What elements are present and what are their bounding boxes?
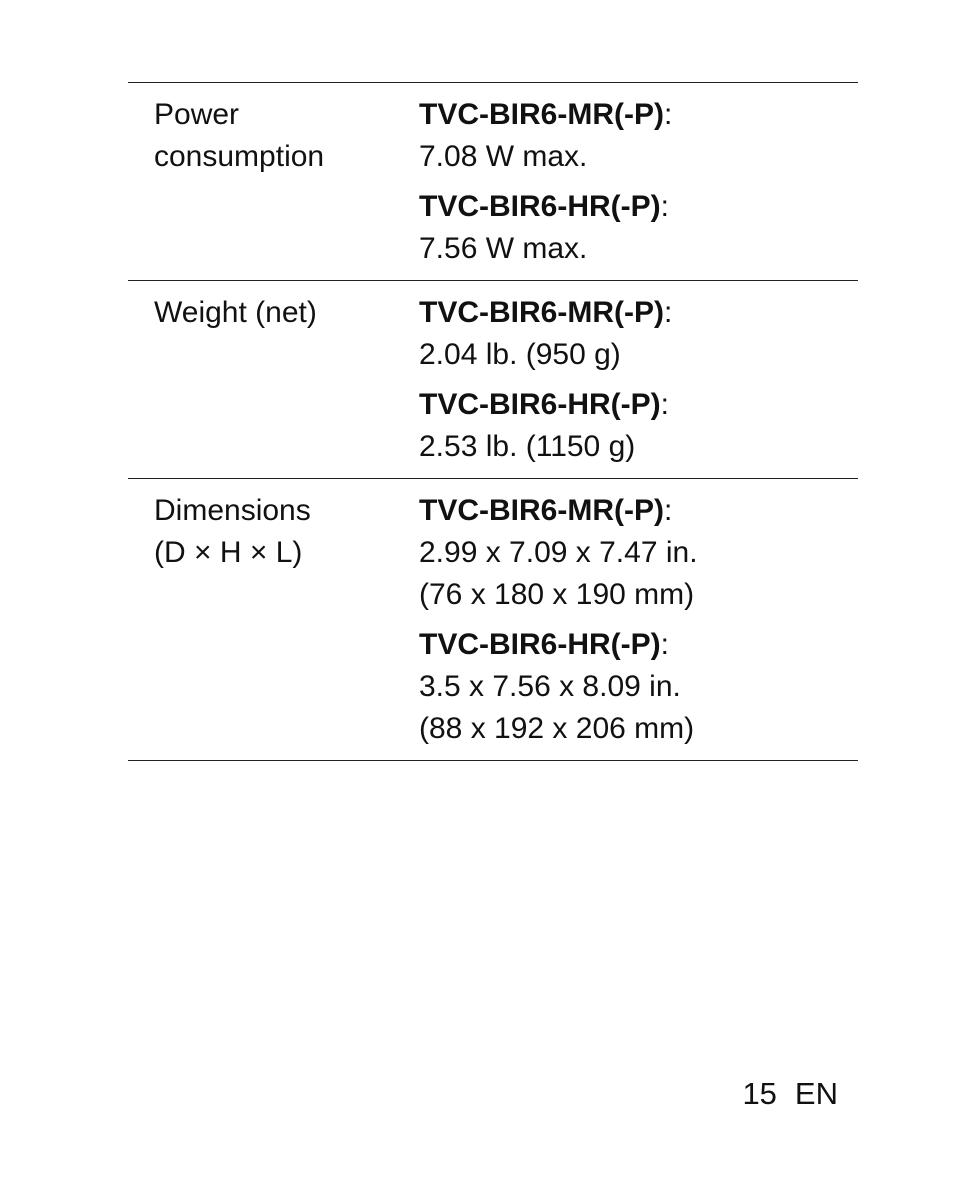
colon: : [660, 628, 669, 661]
spec-label [128, 94, 419, 270]
spec-values [419, 94, 858, 270]
model-block [419, 186, 858, 270]
colon: : [660, 190, 669, 223]
model-value: 3.5 x 7.56 x 8.09 in. [419, 670, 681, 703]
spec-row-power [128, 83, 858, 281]
colon: : [663, 98, 673, 131]
model-block [419, 624, 858, 750]
spec-values [419, 292, 858, 468]
spec-label-line: Power [154, 98, 240, 131]
page-footer [742, 1074, 838, 1114]
model-block [419, 490, 858, 616]
spec-label [128, 292, 419, 468]
spec-label-line: Dimensions [154, 494, 311, 527]
spec-label-line: Weight (net) [154, 296, 317, 329]
spec-label-line: consumption [154, 140, 325, 173]
model-name: TVC-BIR6-MR(-P) [419, 494, 664, 527]
model-value: 2.99 x 7.09 x 7.47 in. [419, 536, 698, 569]
model-block [419, 384, 858, 468]
model-name: TVC-BIR6-HR(-P) [419, 388, 661, 421]
spec-label-line: (D × H × L) [154, 536, 303, 569]
language-code: EN [794, 1076, 838, 1111]
model-name: TVC-BIR6-MR(-P) [419, 98, 664, 131]
model-value: (76 x 180 x 190 mm) [419, 578, 695, 611]
model-name: TVC-BIR6-HR(-P) [419, 190, 661, 223]
colon: : [660, 388, 669, 421]
model-block [419, 94, 858, 178]
spec-row-dimensions [128, 479, 858, 761]
model-value: 7.56 W max. [419, 232, 588, 265]
colon: : [663, 296, 673, 329]
model-value: 7.08 W max. [419, 140, 588, 173]
page-number: 15 [742, 1076, 777, 1111]
spec-label [128, 490, 419, 750]
model-value: (88 x 192 x 206 mm) [419, 712, 695, 745]
spec-values [419, 490, 858, 750]
model-name: TVC-BIR6-MR(-P) [419, 296, 664, 329]
model-name: TVC-BIR6-HR(-P) [419, 628, 661, 661]
spec-row-weight [128, 281, 858, 479]
spec-table [128, 82, 858, 761]
colon: : [663, 494, 673, 527]
model-value: 2.53 lb. (1150 g) [419, 430, 636, 463]
model-value: 2.04 lb. (950 g) [419, 338, 621, 371]
model-block [419, 292, 858, 376]
